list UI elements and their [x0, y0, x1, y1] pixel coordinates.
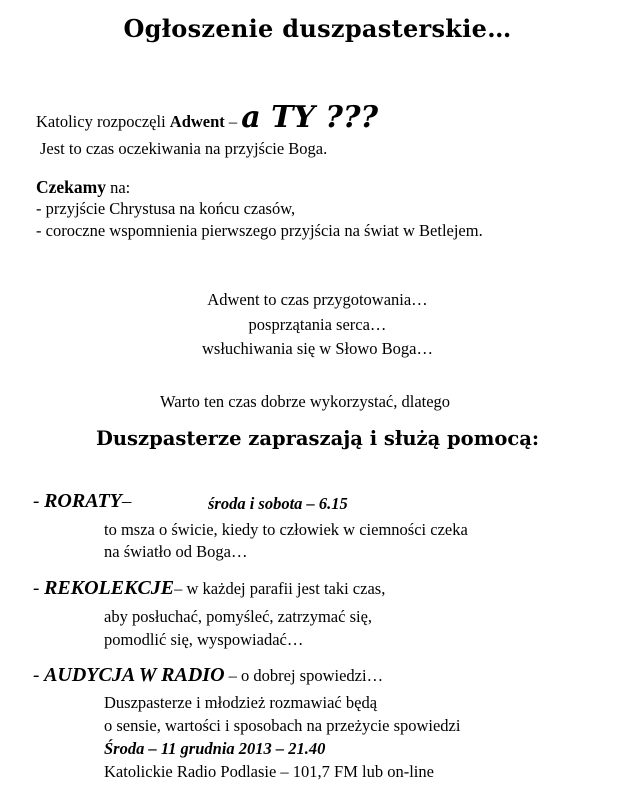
- roraty-dash: -: [33, 491, 45, 512]
- audycja-heading: [33, 664, 383, 687]
- waiting-item-1: - przyjście Chrystusa na końcu czasów,: [36, 199, 296, 218]
- advent-line-1: Adwent to czas przygotowania…: [207, 290, 428, 309]
- rekolekcje-rest: – w każdej parafii jest taki czas,: [174, 579, 386, 598]
- rekolekcje-name: REKOLEKCJE: [44, 577, 175, 599]
- audycja-line-2: o sensie, wartości i sposobach na przeżycie spowiedzi: [104, 716, 461, 735]
- section-heading: Duszpasterze zapraszają i służą pomocą:: [95, 427, 540, 450]
- rekolekcje-line-1: aby posłuchać, pomyśleć, zatrzymać się,: [104, 607, 373, 626]
- roraty-name: RORATY: [44, 490, 122, 512]
- audycja-date: Środa – 11 grudnia 2013 – 21.40: [104, 739, 326, 758]
- advent-line-2: posprzątania serca…: [248, 315, 387, 334]
- question-text: a TY ???: [241, 100, 379, 135]
- roraty-line-2: na światło od Boga…: [104, 542, 248, 561]
- audycja-station: Katolickie Radio Podlasie – 101,7 FM lub on-line: [104, 762, 434, 781]
- waiting-heading: [36, 177, 130, 198]
- roraty-when: środa i sobota – 6.15: [208, 494, 348, 513]
- audycja-name: AUDYCJA W RADIO: [44, 664, 225, 686]
- worth-line: Warto ten czas dobrze wykorzystać, dlatego: [160, 392, 451, 411]
- advent-line-3: wsłuchiwania się w Słowo Boga…: [202, 339, 433, 358]
- rekolekcje-heading: [33, 577, 385, 600]
- audycja-dash: -: [33, 665, 45, 686]
- roraty-line-1: to msza o świcie, kiedy to człowiek w ciemności czeka: [104, 520, 468, 539]
- waiting-suffix: na:: [105, 178, 131, 197]
- waiting-label: Czekamy: [36, 177, 106, 197]
- audycja-rest: – o dobrej spowiedzi…: [224, 666, 384, 685]
- intro-line-2: Jest to czas oczekiwania na przyjście Boga.: [40, 139, 328, 158]
- intro-prefix: Katolicy rozpoczęli: [36, 112, 170, 131]
- advent-word: Adwent: [169, 112, 225, 131]
- roraty-heading: [33, 490, 131, 513]
- intro-dash: –: [224, 112, 242, 131]
- rekolekcje-line-2: pomodlić się, wyspowiadać…: [104, 630, 304, 649]
- page-title: Ogłoszenie duszpasterskie…: [123, 14, 512, 43]
- audycja-line-1: Duszpasterze i młodzież rozmawiać będą: [104, 693, 378, 712]
- roraty-sep: –: [121, 491, 132, 512]
- rekolekcje-dash: -: [33, 578, 45, 599]
- waiting-item-2: - coroczne wspomnienia pierwszego przyjścia na świat w Betlejem.: [36, 221, 483, 240]
- intro-line: [36, 100, 378, 135]
